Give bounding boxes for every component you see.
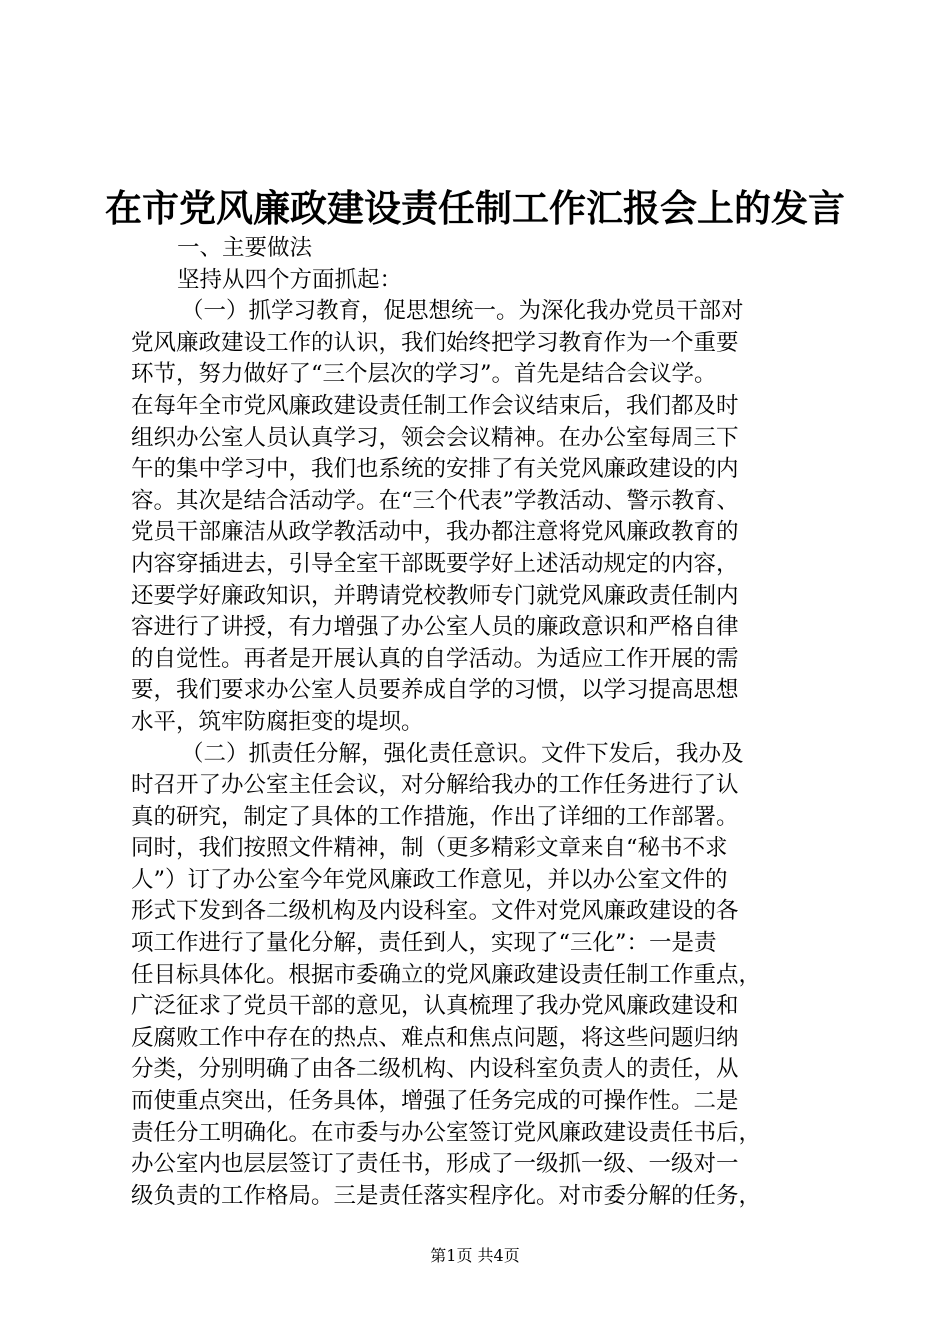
paragraph-line: 还要学好廉政知识，并聘请党校教师专门就党风廉政责任制内 (131, 582, 739, 609)
paragraph-line: 午的集中学习中，我们也系统的安排了有关党风廉政建设的内 (131, 456, 739, 483)
paragraph-line: 真的研究，制定了具体的工作措施，作出了详细的工作部署。 (131, 803, 739, 830)
paragraph-line: 内容穿插进去，引导全室干部既要学好上述活动规定的内容， (131, 550, 739, 577)
document-body (131, 233, 831, 1212)
paragraph-line: 坚持从四个方面抓起： (177, 266, 403, 293)
paragraph-line: 党员干部廉洁从政学教活动中，我办都注意将党风廉政教育的 (131, 519, 739, 546)
section-heading: 一、主要做法 (177, 235, 313, 261)
paragraph-line: 时召开了办公室主任会议，对分解给我办的工作任务进行了认 (131, 772, 739, 799)
paragraph-line: （一）抓学习教育，促思想统一。为深化我办党员干部对 (181, 298, 744, 325)
paragraph-line: 级负责的工作格局。三是责任落实程序化。对市委分解的任务， (131, 1182, 762, 1209)
paragraph-line: 形式下发到各二级机构及内设科室。文件对党风廉政建设的各 (131, 898, 739, 925)
paragraph-line: 项工作进行了量化分解，责任到人，实现了“三化”：一是责 (131, 930, 717, 957)
document-title: 在市党风廉政建设责任制工作汇报会上的发言 (105, 186, 845, 230)
paragraph-line: 同时，我们按照文件精神，制（更多精彩文章来自“秘书不求 (131, 835, 728, 862)
paragraph-line: 办公室内也层层签订了责任书，形成了一级抓一级、一级对一 (131, 1151, 739, 1178)
paragraph-line: 责任分工明确化。在市委与办公室签订党风廉政建设责任书后， (131, 1119, 762, 1146)
paragraph-line: 人”）订了办公室今年党风廉政工作意见，并以办公室文件的 (131, 866, 728, 893)
paragraph-line: 在每年全市党风廉政建设责任制工作会议结束后，我们都及时 (131, 392, 739, 419)
paragraph-line: 容。其次是结合活动学。在“三个代表”学教活动、警示教育、 (131, 487, 740, 514)
paragraph-line: 党风廉政建设工作的认识，我们始终把学习教育作为一个重要 (131, 329, 739, 356)
paragraph-line: 广泛征求了党员干部的意见，认真梳理了我办党风廉政建设和 (131, 993, 739, 1020)
paragraph-line: 水平，筑牢防腐拒变的堤坝。 (131, 708, 424, 735)
paragraph-line: 任目标具体化。根据市委确立的党风廉政建设责任制工作重点， (131, 961, 762, 988)
paragraph-line: 环节，努力做好了“三个层次的学习”。首先是结合会议学。 (131, 361, 717, 388)
paragraph-line: 容进行了讲授，有力增强了办公室人员的廉政意识和严格自律 (131, 614, 739, 641)
paragraph-line: 的自觉性。再者是开展认真的自学活动。为适应工作开展的需 (131, 645, 739, 672)
paragraph-line: （二）抓责任分解，强化责任意识。文件下发后，我办及 (181, 740, 744, 767)
paragraph-line: 分类，分别明确了由各二级机构、内设科室负责人的责任，从 (131, 1056, 739, 1083)
paragraph-line: 而使重点突出，任务具体，增强了任务完成的可操作性。二是 (131, 1088, 739, 1115)
paragraph-line: 反腐败工作中存在的热点、难点和焦点问题，将这些问题归纳 (131, 1024, 739, 1051)
page-number-footer: 第1页 共4页 (430, 1246, 520, 1265)
paragraph-line: 组织办公室人员认真学习，领会会议精神。在办公室每周三下 (131, 424, 739, 451)
paragraph-line: 要，我们要求办公室人员要养成自学的习惯，以学习提高思想 (131, 677, 739, 704)
